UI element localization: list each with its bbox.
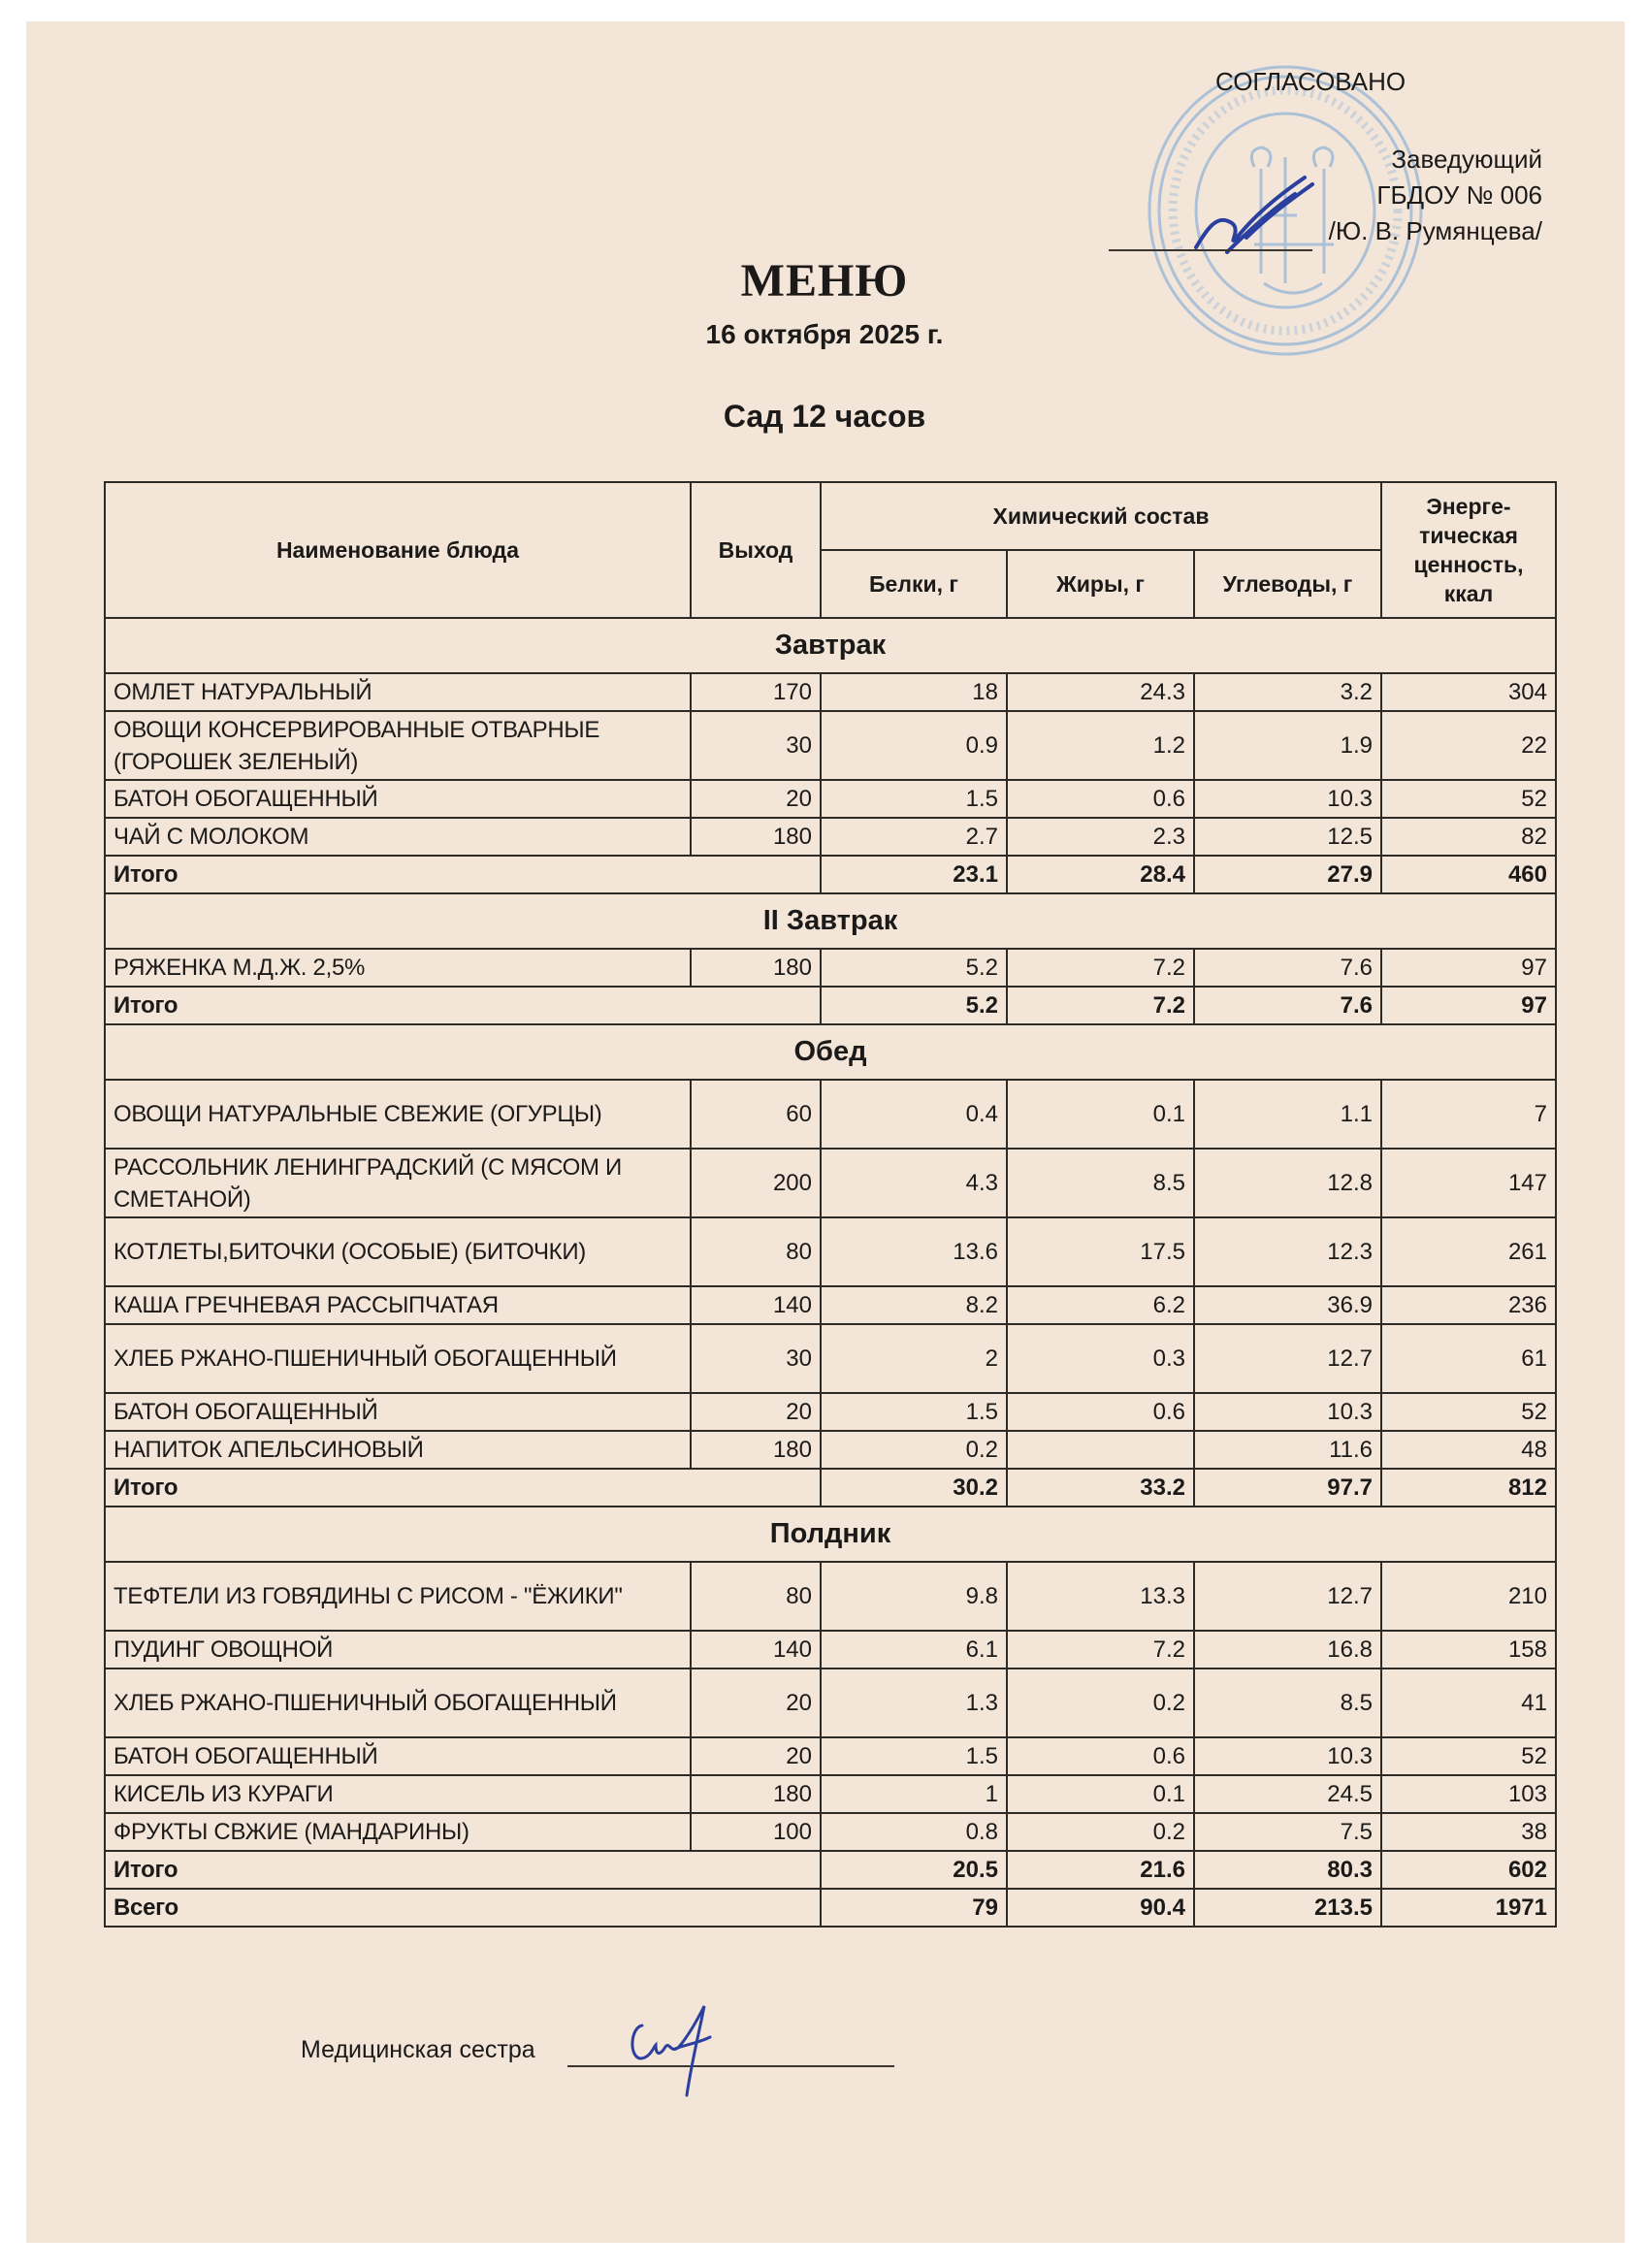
dish-kcal: 61 — [1381, 1324, 1556, 1393]
energy-line-4: ккал — [1443, 581, 1494, 606]
dish-fat: 7.2 — [1007, 949, 1194, 987]
dish-fat: 0.1 — [1007, 1775, 1194, 1813]
dish-yield: 170 — [691, 673, 821, 711]
dish-fat: 1.2 — [1007, 711, 1194, 780]
director-signature — [1188, 170, 1314, 257]
dish-kcal: 103 — [1381, 1775, 1556, 1813]
dish-name: ФРУКТЫ СВЖИЕ (МАНДАРИНЫ) — [105, 1813, 691, 1851]
nurse-label: Медицинская сестра — [301, 2036, 535, 2063]
dish-row — [105, 818, 1556, 856]
total-carbs: 80.3 — [1194, 1851, 1381, 1889]
dish-kcal: 210 — [1381, 1562, 1556, 1631]
approval-position: Заведующий — [1391, 145, 1542, 174]
dish-protein: 1.5 — [821, 780, 1007, 818]
dish-name: ЧАЙ С МОЛОКОМ — [105, 818, 691, 856]
dish-name: НАПИТОК АПЕЛЬСИНОВЫЙ — [105, 1431, 691, 1469]
dish-row — [105, 1286, 1556, 1324]
dish-yield: 180 — [691, 818, 821, 856]
dish-carbs: 12.7 — [1194, 1562, 1381, 1631]
dish-row — [105, 1669, 1556, 1737]
total-protein: 5.2 — [821, 987, 1007, 1024]
nurse-signature-line — [567, 2065, 894, 2067]
section-row — [105, 893, 1556, 949]
dish-name: ОВОЩИ КОНСЕРВИРОВАННЫЕ ОТВАРНЫЕ (ГОРОШЕК ЗЕЛЕНЫЙ) — [105, 711, 691, 780]
section-title: II Завтрак — [105, 893, 1556, 949]
dish-fat: 24.3 — [1007, 673, 1194, 711]
dish-row — [105, 1217, 1556, 1286]
dish-protein: 0.9 — [821, 711, 1007, 780]
dish-name: ХЛЕБ РЖАНО-ПШЕНИЧНЫЙ ОБОГАЩЕННЫЙ — [105, 1669, 691, 1737]
dish-protein: 4.3 — [821, 1149, 1007, 1217]
col-header-yield: Выход — [691, 482, 821, 618]
dish-yield: 20 — [691, 1737, 821, 1775]
dish-row — [105, 1813, 1556, 1851]
grand-total-kcal: 1971 — [1381, 1889, 1556, 1927]
dish-row — [105, 780, 1556, 818]
dish-protein: 18 — [821, 673, 1007, 711]
section-total-row — [105, 1851, 1556, 1889]
dish-name: ОМЛЕТ НАТУРАЛЬНЫЙ — [105, 673, 691, 711]
dish-row — [105, 673, 1556, 711]
total-label: Итого — [105, 856, 821, 893]
dish-carbs: 11.6 — [1194, 1431, 1381, 1469]
energy-line-3: ценность, — [1413, 552, 1524, 577]
dish-fat: 0.3 — [1007, 1324, 1194, 1393]
col-header-dish: Наименование блюда — [105, 482, 691, 618]
dish-yield: 30 — [691, 1324, 821, 1393]
total-kcal: 97 — [1381, 987, 1556, 1024]
section-total-row — [105, 856, 1556, 893]
grand-total-row — [105, 1889, 1556, 1927]
dish-yield: 60 — [691, 1080, 821, 1149]
section-title: Обед — [105, 1024, 1556, 1080]
dish-protein: 6.1 — [821, 1631, 1007, 1669]
dish-protein: 2.7 — [821, 818, 1007, 856]
dish-yield: 20 — [691, 780, 821, 818]
dish-kcal: 97 — [1381, 949, 1556, 987]
menu-date: 16 октября 2025 г. — [705, 319, 944, 349]
approval-signature-line — [1109, 249, 1312, 251]
dish-row — [105, 1737, 1556, 1775]
dish-carbs: 16.8 — [1194, 1631, 1381, 1669]
dish-name: БАТОН ОБОГАЩЕННЫЙ — [105, 1737, 691, 1775]
dish-protein: 0.8 — [821, 1813, 1007, 1851]
dish-name: РАССОЛЬНИК ЛЕНИНГРАДСКИЙ (С МЯСОМ И СМЕТАНОЙ) — [105, 1149, 691, 1217]
dish-yield: 140 — [691, 1631, 821, 1669]
dish-kcal: 38 — [1381, 1813, 1556, 1851]
dish-carbs: 12.3 — [1194, 1217, 1381, 1286]
dish-carbs: 10.3 — [1194, 1737, 1381, 1775]
total-fat: 21.6 — [1007, 1851, 1194, 1889]
total-label: Итого — [105, 987, 821, 1024]
total-kcal: 602 — [1381, 1851, 1556, 1889]
dish-carbs: 36.9 — [1194, 1286, 1381, 1324]
dish-row — [105, 1324, 1556, 1393]
menu-group: Сад 12 часов — [723, 399, 926, 434]
dish-yield: 180 — [691, 1431, 821, 1469]
dish-fat: 0.2 — [1007, 1813, 1194, 1851]
total-protein: 23.1 — [821, 856, 1007, 893]
dish-protein: 2 — [821, 1324, 1007, 1393]
dish-fat: 17.5 — [1007, 1217, 1194, 1286]
dish-fat: 2.3 — [1007, 818, 1194, 856]
dish-kcal: 304 — [1381, 673, 1556, 711]
total-carbs: 7.6 — [1194, 987, 1381, 1024]
approval-organization: ГБДОУ № 006 — [1376, 180, 1542, 210]
total-kcal: 812 — [1381, 1469, 1556, 1507]
total-protein: 30.2 — [821, 1469, 1007, 1507]
dish-protein: 13.6 — [821, 1217, 1007, 1286]
dish-protein: 1 — [821, 1775, 1007, 1813]
section-total-row — [105, 1469, 1556, 1507]
page-title: МЕНЮ — [740, 255, 909, 307]
dish-row — [105, 1149, 1556, 1217]
dish-name: КАША ГРЕЧНЕВАЯ РАССЫПЧАТАЯ — [105, 1286, 691, 1324]
dish-kcal: 236 — [1381, 1286, 1556, 1324]
dish-protein: 9.8 — [821, 1562, 1007, 1631]
dish-name: ТЕФТЕЛИ ИЗ ГОВЯДИНЫ С РИСОМ - "ЁЖИКИ" — [105, 1562, 691, 1631]
dish-row — [105, 1431, 1556, 1469]
section-row — [105, 1024, 1556, 1080]
dish-carbs: 8.5 — [1194, 1669, 1381, 1737]
dish-kcal: 82 — [1381, 818, 1556, 856]
total-fat: 33.2 — [1007, 1469, 1194, 1507]
dish-row — [105, 1393, 1556, 1431]
section-total-row — [105, 987, 1556, 1024]
dish-name: БАТОН ОБОГАЩЕННЫЙ — [105, 1393, 691, 1431]
dish-kcal: 158 — [1381, 1631, 1556, 1669]
dish-kcal: 41 — [1381, 1669, 1556, 1737]
dish-yield: 20 — [691, 1393, 821, 1431]
grand-total-fat: 90.4 — [1007, 1889, 1194, 1927]
dish-row — [105, 949, 1556, 987]
dish-carbs: 1.9 — [1194, 711, 1381, 780]
dish-carbs: 10.3 — [1194, 1393, 1381, 1431]
dish-carbs: 12.7 — [1194, 1324, 1381, 1393]
dish-row — [105, 1775, 1556, 1813]
dish-fat: 13.3 — [1007, 1562, 1194, 1631]
menu-table — [104, 481, 1557, 1928]
col-header-energy — [1381, 482, 1556, 618]
dish-fat: 8.5 — [1007, 1149, 1194, 1217]
dish-name: ПУДИНГ ОВОЩНОЙ — [105, 1631, 691, 1669]
dish-name: ОВОЩИ НАТУРАЛЬНЫЕ СВЕЖИЕ (ОГУРЦЫ) — [105, 1080, 691, 1149]
dish-carbs: 10.3 — [1194, 780, 1381, 818]
col-header-protein: Белки, г — [821, 550, 1007, 618]
dish-carbs: 3.2 — [1194, 673, 1381, 711]
dish-carbs: 1.1 — [1194, 1080, 1381, 1149]
dish-name: РЯЖЕНКА М.Д.Ж. 2,5% — [105, 949, 691, 987]
grand-total-label: Всего — [105, 1889, 821, 1927]
approval-signatory: /Ю. В. Румянцева/ — [1328, 216, 1542, 245]
approval-label: СОГЛАСОВАНО — [1215, 67, 1406, 96]
dish-yield: 200 — [691, 1149, 821, 1217]
dish-yield: 80 — [691, 1562, 821, 1631]
dish-protein: 1.5 — [821, 1393, 1007, 1431]
dish-name: КОТЛЕТЫ,БИТОЧКИ (ОСОБЫЕ) (БИТОЧКИ) — [105, 1217, 691, 1286]
dish-yield: 80 — [691, 1217, 821, 1286]
dish-name: ХЛЕБ РЖАНО-ПШЕНИЧНЫЙ ОБОГАЩЕННЫЙ — [105, 1324, 691, 1393]
total-label: Итого — [105, 1469, 821, 1507]
dish-carbs: 12.5 — [1194, 818, 1381, 856]
dish-kcal: 52 — [1381, 780, 1556, 818]
dish-fat — [1007, 1431, 1194, 1469]
col-header-chem: Химический состав — [821, 482, 1381, 550]
dish-yield: 100 — [691, 1813, 821, 1851]
col-header-fat: Жиры, г — [1007, 550, 1194, 618]
total-protein: 20.5 — [821, 1851, 1007, 1889]
dish-fat: 0.6 — [1007, 1393, 1194, 1431]
dish-carbs: 12.8 — [1194, 1149, 1381, 1217]
dish-row — [105, 1631, 1556, 1669]
dish-protein: 0.2 — [821, 1431, 1007, 1469]
dish-row — [105, 1562, 1556, 1631]
menu-body — [105, 618, 1556, 1927]
dish-fat: 6.2 — [1007, 1286, 1194, 1324]
dish-yield: 140 — [691, 1286, 821, 1324]
grand-total-protein: 79 — [821, 1889, 1007, 1927]
dish-carbs: 7.6 — [1194, 949, 1381, 987]
section-row — [105, 1507, 1556, 1562]
dish-fat: 0.1 — [1007, 1080, 1194, 1149]
dish-fat: 0.6 — [1007, 1737, 1194, 1775]
col-header-carbs: Углеводы, г — [1194, 550, 1381, 618]
dish-kcal: 52 — [1381, 1737, 1556, 1775]
grand-total-carbs: 213.5 — [1194, 1889, 1381, 1927]
dish-fat: 7.2 — [1007, 1631, 1194, 1669]
dish-kcal: 52 — [1381, 1393, 1556, 1431]
dish-yield: 180 — [691, 1775, 821, 1813]
dish-protein: 5.2 — [821, 949, 1007, 987]
dish-kcal: 7 — [1381, 1080, 1556, 1149]
nurse-signature — [621, 1998, 728, 2105]
energy-line-2: тическая — [1419, 523, 1518, 548]
section-row — [105, 618, 1556, 673]
section-title: Полдник — [105, 1507, 1556, 1562]
total-carbs: 97.7 — [1194, 1469, 1381, 1507]
total-kcal: 460 — [1381, 856, 1556, 893]
dish-protein: 0.4 — [821, 1080, 1007, 1149]
total-carbs: 27.9 — [1194, 856, 1381, 893]
dish-protein: 1.3 — [821, 1669, 1007, 1737]
total-fat: 28.4 — [1007, 856, 1194, 893]
dish-kcal: 48 — [1381, 1431, 1556, 1469]
dish-kcal: 261 — [1381, 1217, 1556, 1286]
dish-yield: 20 — [691, 1669, 821, 1737]
total-fat: 7.2 — [1007, 987, 1194, 1024]
dish-name: КИСЕЛЬ ИЗ КУРАГИ — [105, 1775, 691, 1813]
dish-name: БАТОН ОБОГАЩЕННЫЙ — [105, 780, 691, 818]
dish-carbs: 24.5 — [1194, 1775, 1381, 1813]
energy-line-1: Энерге- — [1426, 494, 1511, 519]
dish-row — [105, 711, 1556, 780]
dish-protein: 1.5 — [821, 1737, 1007, 1775]
dish-fat: 0.2 — [1007, 1669, 1194, 1737]
dish-yield: 180 — [691, 949, 821, 987]
dish-row — [105, 1080, 1556, 1149]
dish-yield: 30 — [691, 711, 821, 780]
dish-kcal: 147 — [1381, 1149, 1556, 1217]
dish-carbs: 7.5 — [1194, 1813, 1381, 1851]
section-title: Завтрак — [105, 618, 1556, 673]
dish-fat: 0.6 — [1007, 780, 1194, 818]
dish-protein: 8.2 — [821, 1286, 1007, 1324]
total-label: Итого — [105, 1851, 821, 1889]
dish-kcal: 22 — [1381, 711, 1556, 780]
